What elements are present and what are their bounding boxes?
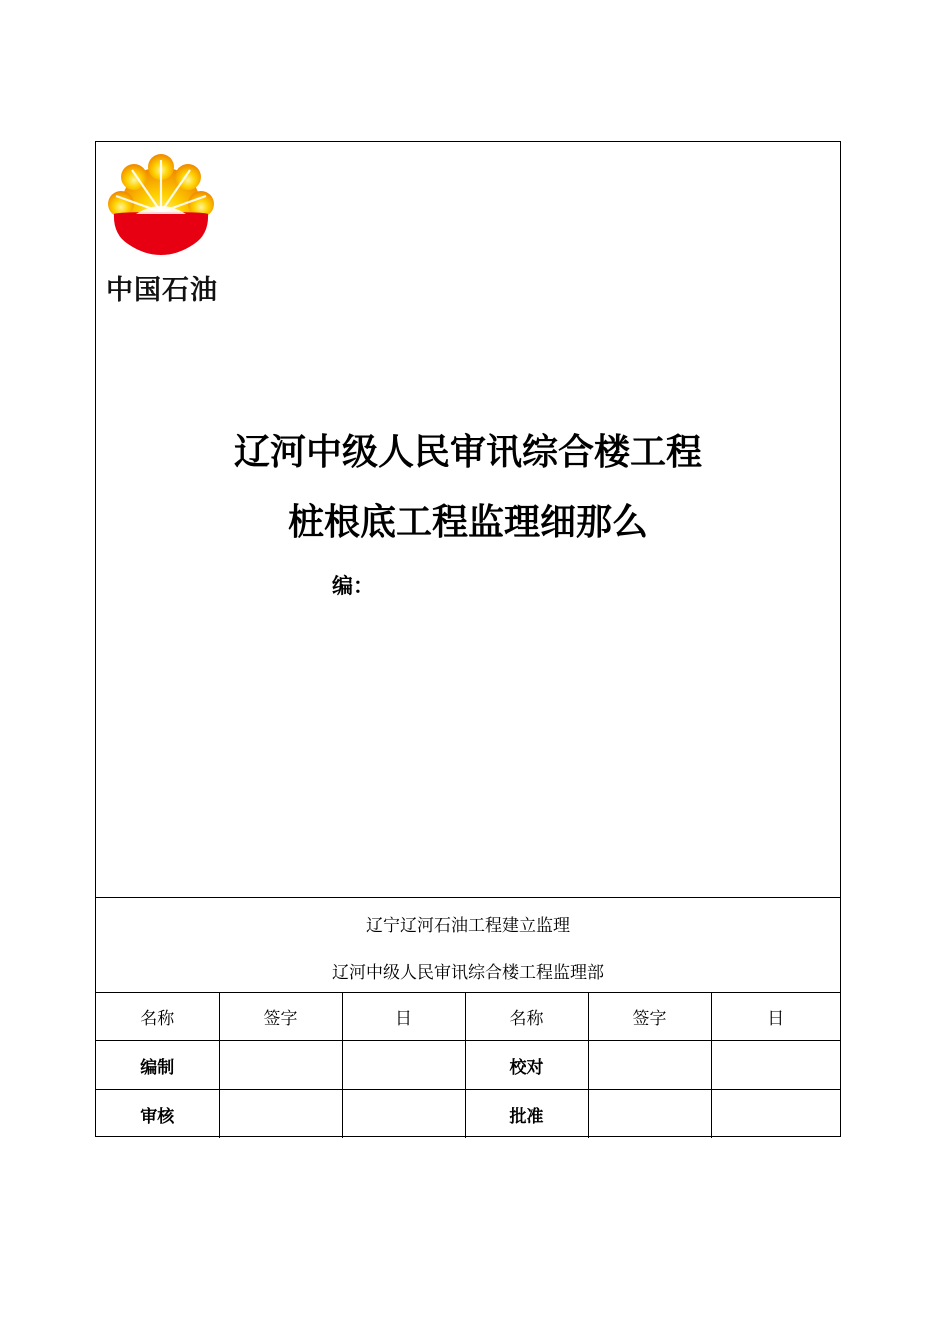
table-row [96,1041,840,1090]
table-row [96,1090,840,1139]
row-label-cell: 编制 [96,1041,219,1090]
date-cell [711,1090,840,1139]
header-cell: 日 [342,992,465,1041]
row-label-cell: 批准 [465,1090,588,1139]
cover-section [96,142,840,898]
editor-label: 编： [332,574,374,598]
petrochina-logo-icon [106,152,216,256]
header-cell: 日 [711,992,840,1041]
header-cell: 签字 [588,992,711,1041]
date-cell [342,1041,465,1090]
header-cell: 名称 [465,992,588,1041]
organization-name: 辽宁辽河石油工程建立监理 [366,916,570,936]
signature-table [96,992,840,1138]
organization-block [96,897,840,993]
row-label-cell: 审核 [96,1090,219,1139]
header-cell: 名称 [96,992,219,1041]
document-frame [95,141,841,1137]
signature-cell [588,1090,711,1139]
date-cell [342,1090,465,1139]
signature-cell [588,1041,711,1090]
company-logo [106,152,236,306]
row-label-cell: 校对 [465,1041,588,1090]
document-title-line1: 辽河中级人民审讯综合楼工程 [233,431,702,473]
logo-text: 中国石油 [106,275,218,306]
table-header-row [96,992,840,1041]
signature-cell [219,1090,342,1139]
document-title-line2: 桩根底工程监理细那么 [287,501,648,543]
header-cell: 签字 [219,992,342,1041]
department-name: 辽河中级人民审讯综合楼工程监理部 [332,963,604,983]
signature-cell [219,1041,342,1090]
date-cell [711,1041,840,1090]
